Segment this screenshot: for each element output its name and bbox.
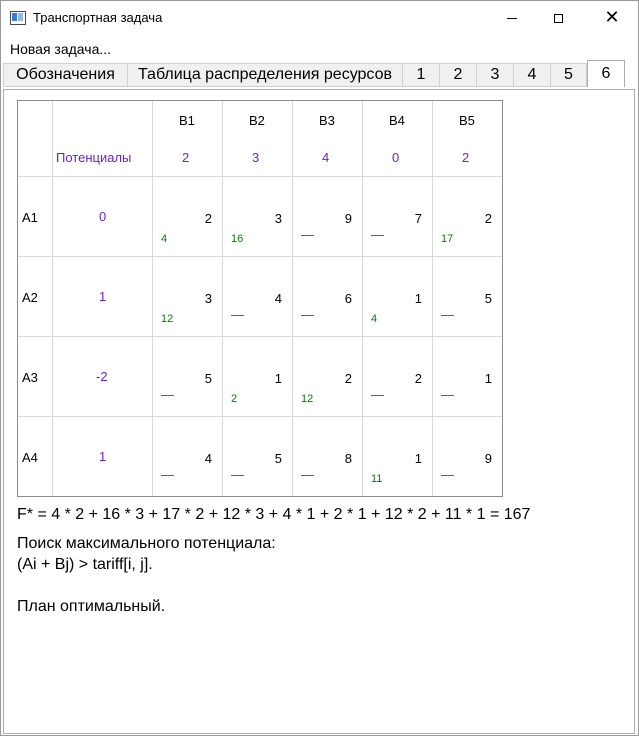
tab-3[interactable]: 3 bbox=[476, 63, 513, 87]
column-potential-b5: 2 bbox=[462, 150, 470, 165]
tariff-value: 1 bbox=[484, 371, 492, 386]
tariff-value: 5 bbox=[274, 451, 282, 466]
tariff-value: 2 bbox=[204, 211, 212, 226]
tab-6[interactable]: 6 bbox=[587, 60, 625, 87]
column-header-b5: B5 bbox=[459, 113, 475, 128]
column-header-b3: B3 bbox=[319, 113, 335, 128]
allocation-empty: — bbox=[231, 307, 244, 322]
allocation-empty: — bbox=[301, 307, 314, 322]
allocation-value: 16 bbox=[231, 233, 244, 245]
grid-line bbox=[52, 101, 53, 496]
allocation-value: 12 bbox=[161, 313, 174, 325]
search-condition: (Ai + Bj) > tariff[i, j]. bbox=[17, 556, 153, 573]
row-label-a1: A1 bbox=[22, 210, 38, 225]
allocation-empty: — bbox=[161, 467, 174, 482]
cell-a2-b2 bbox=[222, 256, 292, 336]
tariff-value: 4 bbox=[204, 451, 212, 466]
menu-new-task[interactable]: Новая задача... bbox=[10, 41, 112, 57]
minimize-button[interactable] bbox=[489, 1, 535, 35]
column-header-b1: B1 bbox=[179, 113, 195, 128]
tariff-value: 1 bbox=[414, 451, 422, 466]
tariff-value: 8 bbox=[344, 451, 352, 466]
tariff-value: 1 bbox=[414, 291, 422, 306]
row-potential-a3: -2 bbox=[96, 369, 108, 384]
tab-1[interactable]: 1 bbox=[402, 63, 439, 87]
cell-a1-b4 bbox=[362, 176, 432, 256]
minimize-icon bbox=[507, 18, 517, 19]
column-potential-b1: 2 bbox=[182, 150, 190, 165]
plan-status: План оптимальный. bbox=[17, 598, 166, 615]
tab-strip bbox=[3, 63, 625, 89]
tab-content bbox=[3, 89, 635, 734]
allocation-empty: — bbox=[371, 227, 384, 242]
row-label-a4: A4 bbox=[22, 450, 38, 465]
cell-a3-b2 bbox=[222, 336, 292, 416]
cell-a4-b4 bbox=[362, 416, 432, 496]
cell-a3-b1 bbox=[152, 336, 222, 416]
cell-a4-b3 bbox=[292, 416, 362, 496]
tariff-value: 6 bbox=[344, 291, 352, 306]
cell-a1-b3 bbox=[292, 176, 362, 256]
close-icon: ✕ bbox=[604, 7, 620, 28]
row-label-a2: A2 bbox=[22, 290, 38, 305]
window-title: Транспортная задача bbox=[33, 10, 163, 25]
column-header-b4: B4 bbox=[389, 113, 405, 128]
cell-a1-b2 bbox=[222, 176, 292, 256]
cell-a2-b5 bbox=[432, 256, 502, 336]
tariff-value: 5 bbox=[484, 291, 492, 306]
cell-a4-b5 bbox=[432, 416, 502, 496]
cell-a4-b1 bbox=[152, 416, 222, 496]
row-potential-a2: 1 bbox=[99, 289, 107, 304]
allocation-empty: — bbox=[161, 387, 174, 402]
allocation-value: 11 bbox=[371, 473, 383, 485]
allocation-value: 4 bbox=[371, 313, 378, 325]
tariff-value: 3 bbox=[204, 291, 212, 306]
cell-a4-b2 bbox=[222, 416, 292, 496]
allocation-empty: — bbox=[441, 467, 454, 482]
row-potential-a1: 0 bbox=[99, 209, 107, 224]
maximize-icon bbox=[554, 14, 563, 23]
tab-5[interactable]: 5 bbox=[550, 63, 587, 87]
tariff-value: 7 bbox=[414, 211, 422, 226]
tariff-value: 9 bbox=[344, 211, 352, 226]
column-potential-b3: 4 bbox=[322, 150, 330, 165]
tariff-value: 3 bbox=[274, 211, 282, 226]
allocation-empty: — bbox=[441, 307, 454, 322]
column-potential-b2: 3 bbox=[252, 150, 260, 165]
potentials-label: Потенциалы bbox=[56, 150, 132, 165]
tariff-value: 2 bbox=[414, 371, 422, 386]
allocation-value: 2 bbox=[231, 393, 238, 405]
close-button[interactable] bbox=[589, 1, 635, 35]
allocation-empty: — bbox=[231, 467, 244, 482]
objective-formula: F* = 4 * 2 + 16 * 3 + 17 * 2 + 12 * 3 + 4 * 1 + 2 * 1 + 12 * 2 + 11 * 1 = 167 bbox=[17, 506, 531, 523]
title-bar bbox=[1, 1, 638, 35]
column-header-b2: B2 bbox=[249, 113, 265, 128]
maximize-button[interactable] bbox=[535, 1, 581, 35]
tariff-value: 1 bbox=[274, 371, 282, 386]
tab-4[interactable]: 4 bbox=[513, 63, 550, 87]
allocation-empty: — bbox=[301, 227, 314, 242]
cell-a2-b3 bbox=[292, 256, 362, 336]
app-icon bbox=[10, 11, 26, 25]
row-label-a3: A3 bbox=[22, 370, 38, 385]
allocation-value: 12 bbox=[301, 393, 314, 405]
allocation-value: 4 bbox=[161, 233, 168, 245]
search-title: Поиск максимального потенциала: bbox=[17, 535, 276, 552]
tariff-value: 2 bbox=[344, 371, 352, 386]
cell-a3-b4 bbox=[362, 336, 432, 416]
allocation-empty: — bbox=[371, 387, 384, 402]
row-potential-a4: 1 bbox=[99, 449, 107, 464]
column-potential-b4: 0 bbox=[392, 150, 400, 165]
tab-2[interactable]: 2 bbox=[439, 63, 476, 87]
tariff-value: 4 bbox=[274, 291, 282, 306]
cell-a1-b1 bbox=[152, 176, 222, 256]
tab-resource-table[interactable]: Таблица распределения ресурсов bbox=[127, 63, 402, 87]
allocation-empty: — bbox=[301, 467, 314, 482]
cell-a2-b1 bbox=[152, 256, 222, 336]
cell-a2-b4 bbox=[362, 256, 432, 336]
tab-notation[interactable]: Обозначения bbox=[3, 63, 127, 87]
cell-a3-b3 bbox=[292, 336, 362, 416]
allocation-empty: — bbox=[441, 387, 454, 402]
tariff-value: 2 bbox=[484, 211, 492, 226]
tariff-value: 9 bbox=[484, 451, 492, 466]
cell-a3-b5 bbox=[432, 336, 502, 416]
distribution-table bbox=[17, 100, 503, 497]
tariff-value: 5 bbox=[204, 371, 212, 386]
allocation-value: 17 bbox=[441, 233, 454, 245]
cell-a1-b5 bbox=[432, 176, 502, 256]
